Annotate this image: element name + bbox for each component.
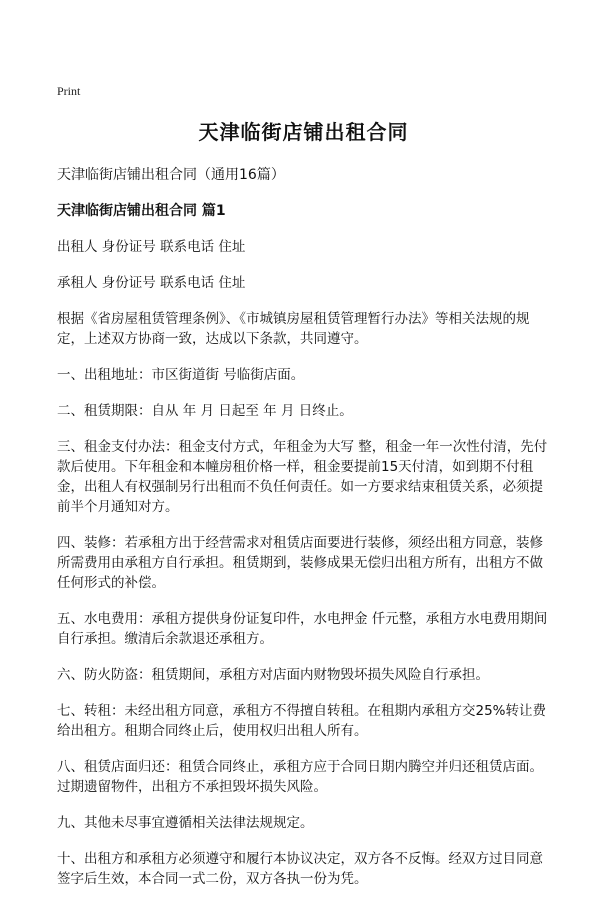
print-label: Print xyxy=(57,84,81,98)
section-heading: 天津临街店铺出租合同 篇1 xyxy=(57,203,226,219)
paragraph-clause-6: 六、防火防盗：租赁期间，承租方对店面内财物毁坏损失风险自行承担。 xyxy=(57,667,489,683)
paragraph-lessor: 出租人 身份证号 联系电话 住址 xyxy=(57,239,246,255)
paragraph-preamble: 根据《省房屋租赁管理条例》、《市城镇房屋租赁管理暂行办法》等相关法规的规定，上述双方协商一致，达成以下条款，共同遵守。 xyxy=(57,311,530,347)
paragraph-clause-9: 九、其他未尽事宜遵循相关法律法规规定。 xyxy=(57,815,314,831)
paragraph-clause-7: 七、转租：未经出租方同意，承租方不得擅自转租。在租期内承租方交25%转让费给出租方。租期合同终止后，使用权归出租人所有。 xyxy=(57,703,547,739)
paragraph-lessee: 承租人 身份证号 联系电话 住址 xyxy=(57,275,246,291)
document-title: 天津临街店铺出租合同 xyxy=(198,120,409,144)
paragraph-clause-4: 四、装修：若承租方出于经营需求对租赁店面要进行装修，须经出租方同意，装修所需费用由承租方自行承担。租赁期到，装修成果无偿归出租方所有，出租方不做任何形式的补偿。 xyxy=(57,535,543,591)
document-subtitle: 天津临街店铺出租合同（通用16篇） xyxy=(57,167,285,183)
paragraph-clause-3: 三、租金支付办法：租金支付方式，年租金为大写 整，租金一年一次性付清，先付款后使用。下年租金和本幢房租价格一样，租金要提前15天付清，如到期不付租金，出租人有权强制另行出租而不负任何责任。如一方要求结束租赁关系，必须提前半个月通知对方。 xyxy=(57,439,548,515)
paragraph-clause-5: 五、水电费用：承租方提供身份证复印件，水电押金 仟元整，承租方水电费用期间自行承担。缴清后余款退还承租方。 xyxy=(57,611,548,647)
paragraph-clause-8: 八、租赁店面归还：租赁合同终止，承租方应于合同日期内腾空并归还租赁店面。过期遗留物件，出租方不承担毁坏损失风险。 xyxy=(57,759,543,795)
paragraph-clause-2: 二、租赁期限：自从 年 月 日起至 年 月 日终止。 xyxy=(57,403,353,419)
paragraph-clause-1: 一、出租地址：市区街道街 号临街店面。 xyxy=(57,367,305,383)
paragraph-clause-10: 十、出租方和承租方必须遵守和履行本协议决定，双方各不反悔。经双方过目同意签字后生效，本合同一式二份，双方各执一份为凭。 xyxy=(57,851,543,887)
